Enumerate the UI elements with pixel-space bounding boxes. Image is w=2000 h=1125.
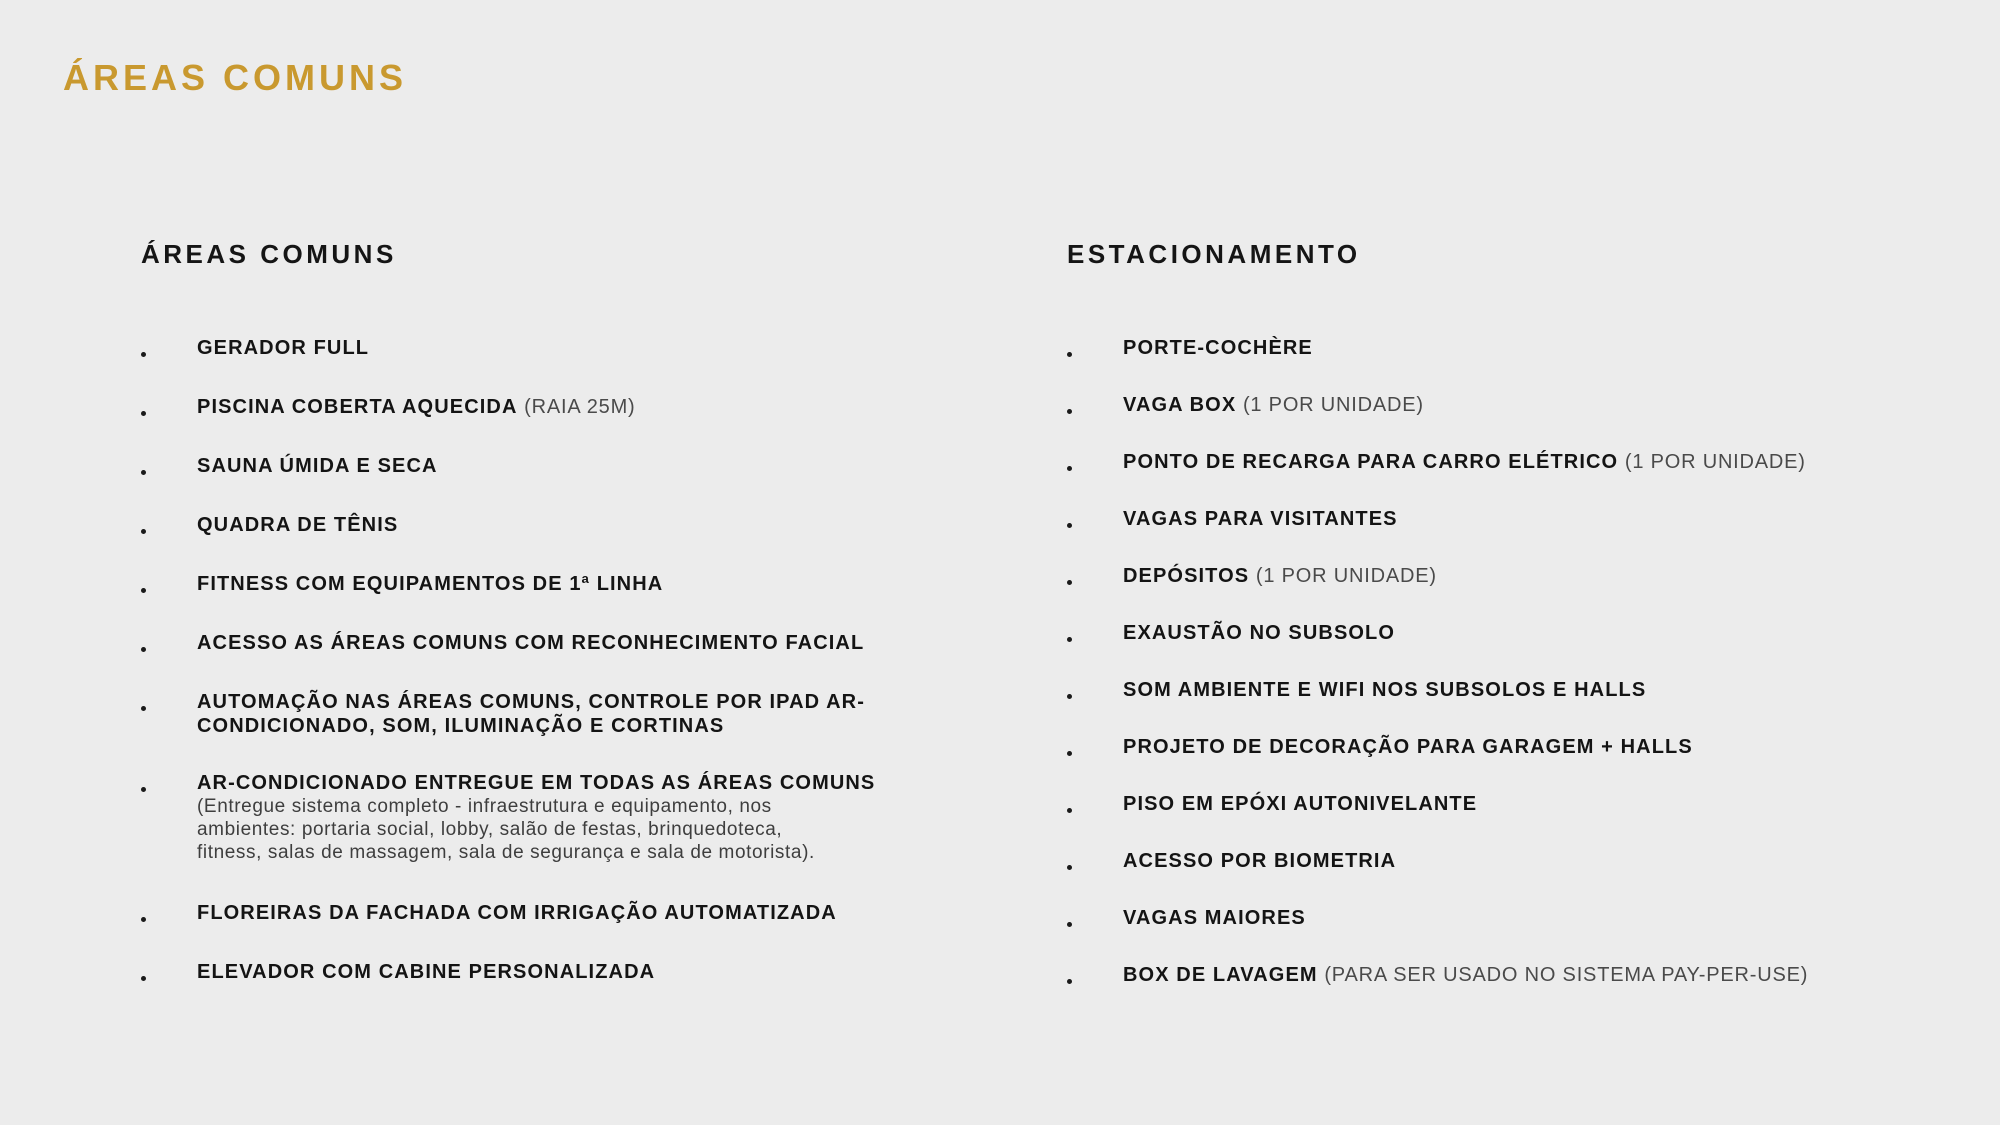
bullet-icon: [1067, 352, 1072, 357]
item-label: ACESSO POR BIOMETRIA: [1123, 850, 1397, 872]
item-detail: (1 POR UNIDADE): [1255, 565, 1437, 587]
bullet-icon: [141, 352, 146, 357]
item-label: FITNESS COM EQUIPAMENTOS DE 1ª LINHA: [197, 573, 664, 595]
bullet-icon: [1067, 580, 1072, 585]
item-label: SOM AMBIENTE E WIFI NOS SUBSOLOS E HALLS: [1123, 679, 1647, 701]
item-label: PORTE-COCHÈRE: [1123, 337, 1313, 359]
item-label: GERADOR FULL: [197, 337, 370, 359]
bullet-icon: [141, 529, 146, 534]
item-label: PONTO DE RECARGA PARA CARRO ELÉTRICO: [1123, 451, 1619, 473]
item-detail: (PARA SER USADO NO SISTEMA PAY-PER-USE): [1324, 964, 1809, 986]
bullet-icon: [1067, 466, 1072, 471]
page-title: ÁREAS COMUNS: [63, 57, 408, 98]
bullet-icon: [141, 588, 146, 593]
bullet-icon: [141, 976, 146, 981]
item-label: EXAUSTÃO NO SUBSOLO: [1123, 622, 1396, 644]
bullet-icon: [1067, 751, 1072, 756]
bullet-icon: [141, 470, 146, 475]
item-label: AR-CONDICIONADO ENTREGUE EM TODAS AS ÁREAS COMUNS: [197, 772, 876, 794]
bullet-icon: [1067, 865, 1072, 870]
bullet-icon: [1067, 637, 1072, 642]
item-detail: (1 POR UNIDADE): [1624, 451, 1806, 473]
item-label: BOX DE LAVAGEM: [1123, 964, 1318, 986]
item-label: FLOREIRAS DA FACHADA COM IRRIGAÇÃO AUTOMATIZADA: [197, 902, 837, 924]
item-label: QUADRA DE TÊNIS: [197, 514, 399, 536]
item-label: VAGA BOX: [1123, 394, 1237, 416]
bullet-icon: [1067, 979, 1072, 984]
item-detail: (Entregue sistema completo - infraestrutura e equipamento, nos ambientes: portaria social, lobby, salão de festas, brinquedoteca, fitness, salas de massagem, sala de segurança e sala de motorista).: [197, 796, 815, 863]
item-detail: (1 POR UNIDADE): [1242, 394, 1424, 416]
bullet-icon: [141, 706, 146, 711]
item-label: SAUNA ÚMIDA E SECA: [197, 455, 438, 477]
item-label: AUTOMAÇÃO NAS ÁREAS COMUNS, CONTROLE POR IPAD AR-CONDICIONADO, SOM, ILUMINAÇÃO E CORTINAS: [197, 691, 865, 737]
item-label: PISCINA COBERTA AQUECIDA: [197, 396, 518, 418]
bullet-icon: [141, 787, 146, 792]
bullet-icon: [141, 411, 146, 416]
parking-heading: ESTACIONAMENTO: [1067, 239, 1361, 269]
bullet-icon: [1067, 922, 1072, 927]
item-label: PROJETO DE DECORAÇÃO PARA GARAGEM + HALLS: [1123, 736, 1693, 758]
bullet-icon: [1067, 694, 1072, 699]
item-label: VAGAS PARA VISITANTES: [1123, 508, 1398, 530]
item-label: PISO EM EPÓXI AUTONIVELANTE: [1123, 793, 1478, 815]
bullet-icon: [1067, 808, 1072, 813]
bullet-icon: [1067, 523, 1072, 528]
bullet-icon: [1067, 409, 1072, 414]
item-label: VAGAS MAIORES: [1123, 907, 1306, 929]
bullet-icon: [141, 647, 146, 652]
item-label: DEPÓSITOS: [1123, 565, 1250, 587]
bullet-icon: [141, 917, 146, 922]
common-areas-heading: ÁREAS COMUNS: [141, 239, 397, 269]
item-label: ACESSO AS ÁREAS COMUNS COM RECONHECIMENTO FACIAL: [197, 632, 865, 654]
item-detail: (RAIA 25M): [524, 396, 636, 418]
item-label: ELEVADOR COM CABINE PERSONALIZADA: [197, 961, 656, 983]
